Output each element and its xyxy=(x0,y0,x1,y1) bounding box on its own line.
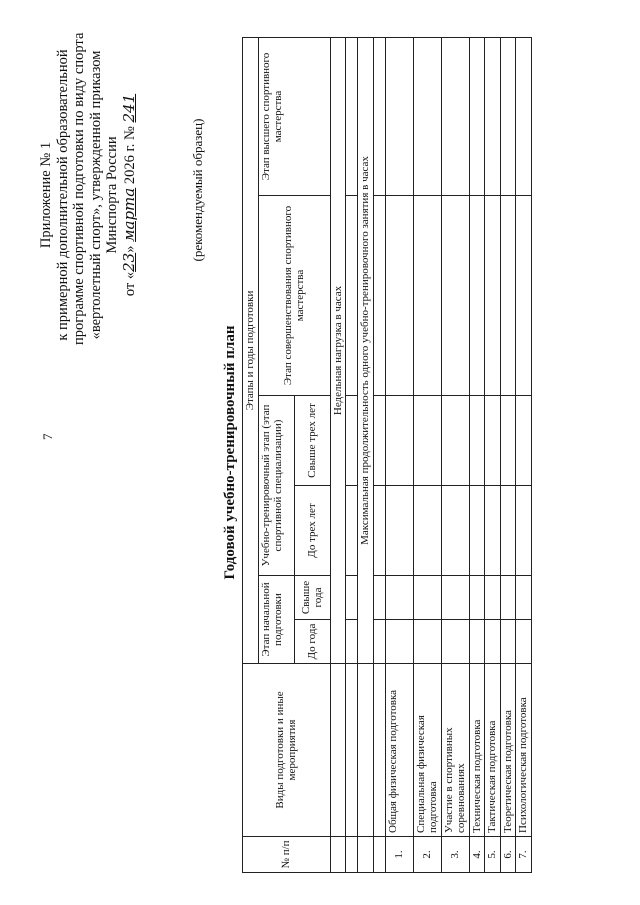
table-row xyxy=(500,37,516,872)
appendix-title: Приложение № 1 xyxy=(38,141,54,249)
appendix-line: Минспорта России xyxy=(104,136,120,254)
sample-note: (рекомендуемый образец) xyxy=(190,118,205,262)
header-highest-stage: Этап высшего спортивного мастерства xyxy=(258,37,330,195)
row-name: Специальная физическая подготовка xyxy=(413,664,441,837)
header-num: № п/п xyxy=(243,837,331,873)
row-name: Тактическая подготовка xyxy=(485,664,501,837)
row-number: 2. xyxy=(413,837,441,873)
order-number: 241 xyxy=(119,93,138,123)
date-month: марта xyxy=(119,187,138,242)
appendix-line: программе спортивной подготовки по виду спорта xyxy=(71,32,87,345)
header-perfection-stage: Этап совершенствования спортивного мастерства xyxy=(258,196,330,396)
date-year: 2026 г. № xyxy=(121,126,138,185)
date-prefix: от « xyxy=(121,271,138,297)
row-number: 7. xyxy=(516,837,532,873)
document-title: Годовой учебно-тренировочный план xyxy=(222,325,238,580)
table-row xyxy=(441,37,469,872)
table-row xyxy=(469,37,485,872)
appendix-line: к примерной дополнительной образовательной xyxy=(54,49,71,341)
header-over-year: Свыше года xyxy=(294,576,330,620)
row-name: Психологическая подготовка xyxy=(516,664,532,837)
row-number: 1. xyxy=(385,837,413,873)
date-mid: » xyxy=(121,245,138,253)
date-day: 23 xyxy=(119,252,138,272)
header-initial-stage: Этап начальной подготовки xyxy=(258,576,294,664)
table-row xyxy=(413,37,441,872)
header-to-three: До трех лет xyxy=(294,486,330,576)
row-number: 4. xyxy=(469,837,485,873)
training-plan-table xyxy=(242,37,532,873)
appendix-line: «вертолетный спорт», утвержденной приказом xyxy=(87,50,104,340)
header-stages: Этапы и годы подготовки xyxy=(243,37,259,663)
table-row xyxy=(485,37,501,872)
row-number: 3. xyxy=(441,837,469,873)
row-number: 6. xyxy=(500,837,516,873)
page-number: 7 xyxy=(40,433,55,440)
row-name: Участие в спортивных соревнованиях xyxy=(441,664,469,837)
row-name: Техническая подготовка xyxy=(469,664,485,837)
table-row xyxy=(516,37,532,872)
table-row xyxy=(385,37,413,872)
header-over-three: Свыше трех лет xyxy=(294,396,330,486)
max-duration-label: Максимальная продолжительность одного учебно-тренировочного занятия в часах xyxy=(358,37,374,663)
appendix-block xyxy=(38,32,138,345)
header-to-year: До года xyxy=(294,620,330,664)
row-name: Теоретическая подготовка xyxy=(500,664,516,837)
row-number: 5. xyxy=(485,837,501,873)
weekly-load-label: Недельная нагрузка в часах xyxy=(330,37,346,663)
appendix-date xyxy=(121,45,139,345)
header-training-stage: Учебно-тренировочный этап (этап спортивной специализации) xyxy=(258,396,294,576)
row-name: Общая физическая подготовка xyxy=(385,664,413,837)
header-kinds: Виды подготовки и иные мероприятия xyxy=(243,664,331,837)
